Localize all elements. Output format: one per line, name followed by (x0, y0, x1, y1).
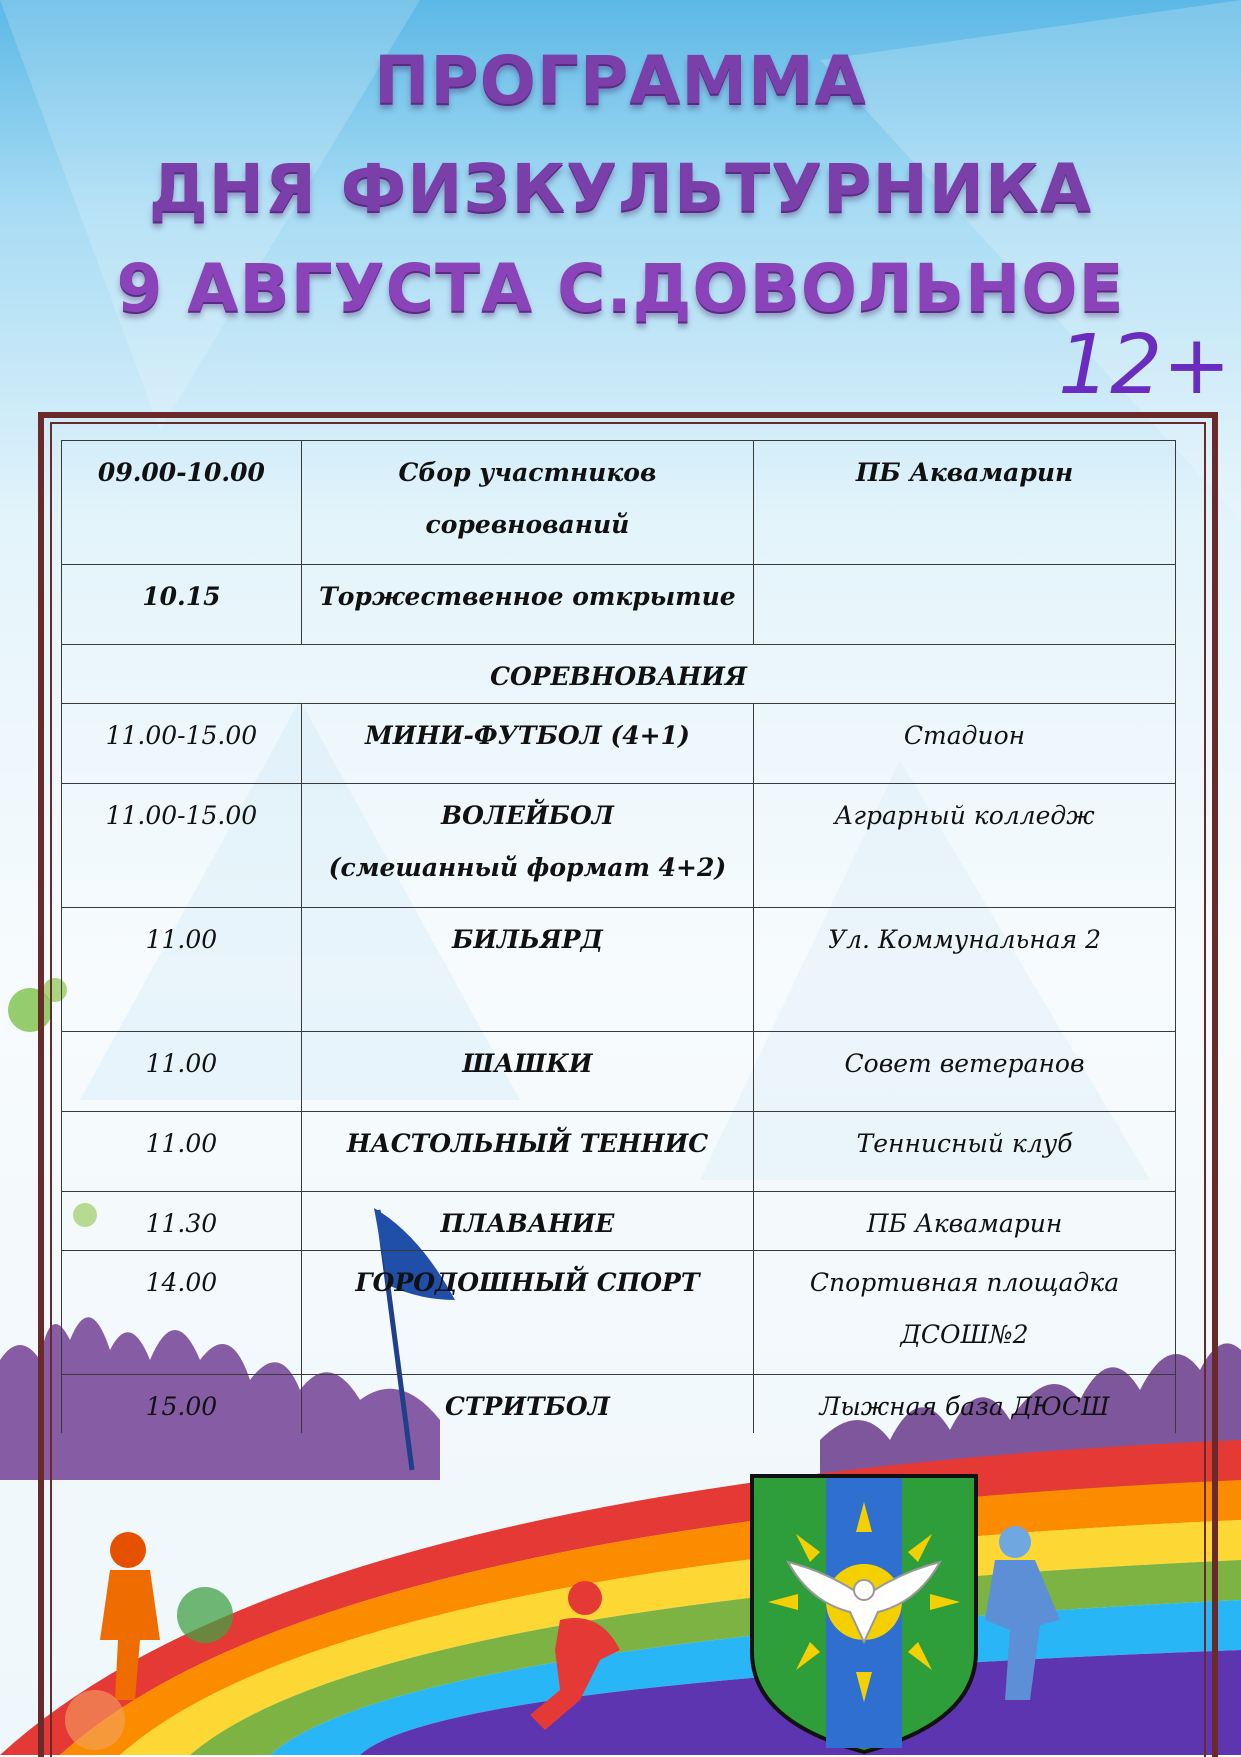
time-cell: 11.00 (62, 1032, 302, 1112)
place-cell: Спортивная площадка ДСОШ№2 (754, 1251, 1176, 1375)
place-cell: ПБ Аквамарин (754, 441, 1176, 565)
place-cell: Лыжная база ДЮСШ (754, 1375, 1176, 1434)
event-cell: Торжественное открытие (301, 565, 753, 645)
schedule-table (61, 440, 1176, 1433)
event-cell: Сбор участников соревнований (301, 441, 753, 565)
event-cell: НАСТОЛЬНЫЙ ТЕННИС (301, 1112, 753, 1192)
place-cell: Аграрный колледж (754, 784, 1176, 908)
time-cell: 09.00-10.00 (62, 441, 302, 565)
time-cell: 11.30 (62, 1192, 302, 1251)
time-cell: 10.15 (62, 565, 302, 645)
table-row (62, 1375, 1176, 1434)
time-cell: 15.00 (62, 1375, 302, 1434)
table-row (62, 1192, 1176, 1251)
section-title: СОРЕВНОВАНИЯ (62, 645, 1176, 704)
table-row (62, 565, 1176, 645)
coat-of-arms-icon (748, 1472, 980, 1755)
title-line-1: ПРОГРАММА (374, 42, 867, 119)
event-name: ВОЛЕЙБОЛ (440, 801, 614, 830)
table-row (62, 908, 1176, 1032)
event-cell: БИЛЬЯРД (301, 908, 753, 1032)
table-row (62, 441, 1176, 565)
event-note: (смешанный формат 4+2) (328, 853, 727, 882)
place-cell: ПБ Аквамарин (754, 1192, 1176, 1251)
table-row (62, 704, 1176, 784)
age-rating: 12+ (1058, 318, 1232, 413)
section-row (62, 645, 1176, 704)
title-line-2: ДНЯ ФИЗКУЛЬТУРНИКА (148, 150, 1093, 227)
place-cell (754, 565, 1176, 645)
place-cell: Совет ветеранов (754, 1032, 1176, 1112)
event-cell: ГОРОДОШНЫЙ СПОРТ (301, 1251, 753, 1375)
event-cell: ШАШКИ (301, 1032, 753, 1112)
time-cell: 11.00 (62, 1112, 302, 1192)
event-cell: СТРИТБОЛ (301, 1375, 753, 1434)
time-cell: 11.00 (62, 908, 302, 1032)
event-cell (301, 784, 753, 908)
time-cell: 14.00 (62, 1251, 302, 1375)
place-cell: Ул. Коммунальная 2 (754, 908, 1176, 1032)
table-row (62, 784, 1176, 908)
place-cell: Теннисный клуб (754, 1112, 1176, 1192)
place-cell: Стадион (754, 704, 1176, 784)
time-cell: 11.00-15.00 (62, 784, 302, 908)
table-row (62, 1032, 1176, 1112)
event-cell: ПЛАВАНИЕ (301, 1192, 753, 1251)
table-row (62, 1112, 1176, 1192)
title-line-3: 9 АВГУСТА С.ДОВОЛЬНОЕ (116, 250, 1125, 327)
time-cell: 11.00-15.00 (62, 704, 302, 784)
event-cell: МИНИ-ФУТБОЛ (4+1) (301, 704, 753, 784)
table-row (62, 1251, 1176, 1375)
